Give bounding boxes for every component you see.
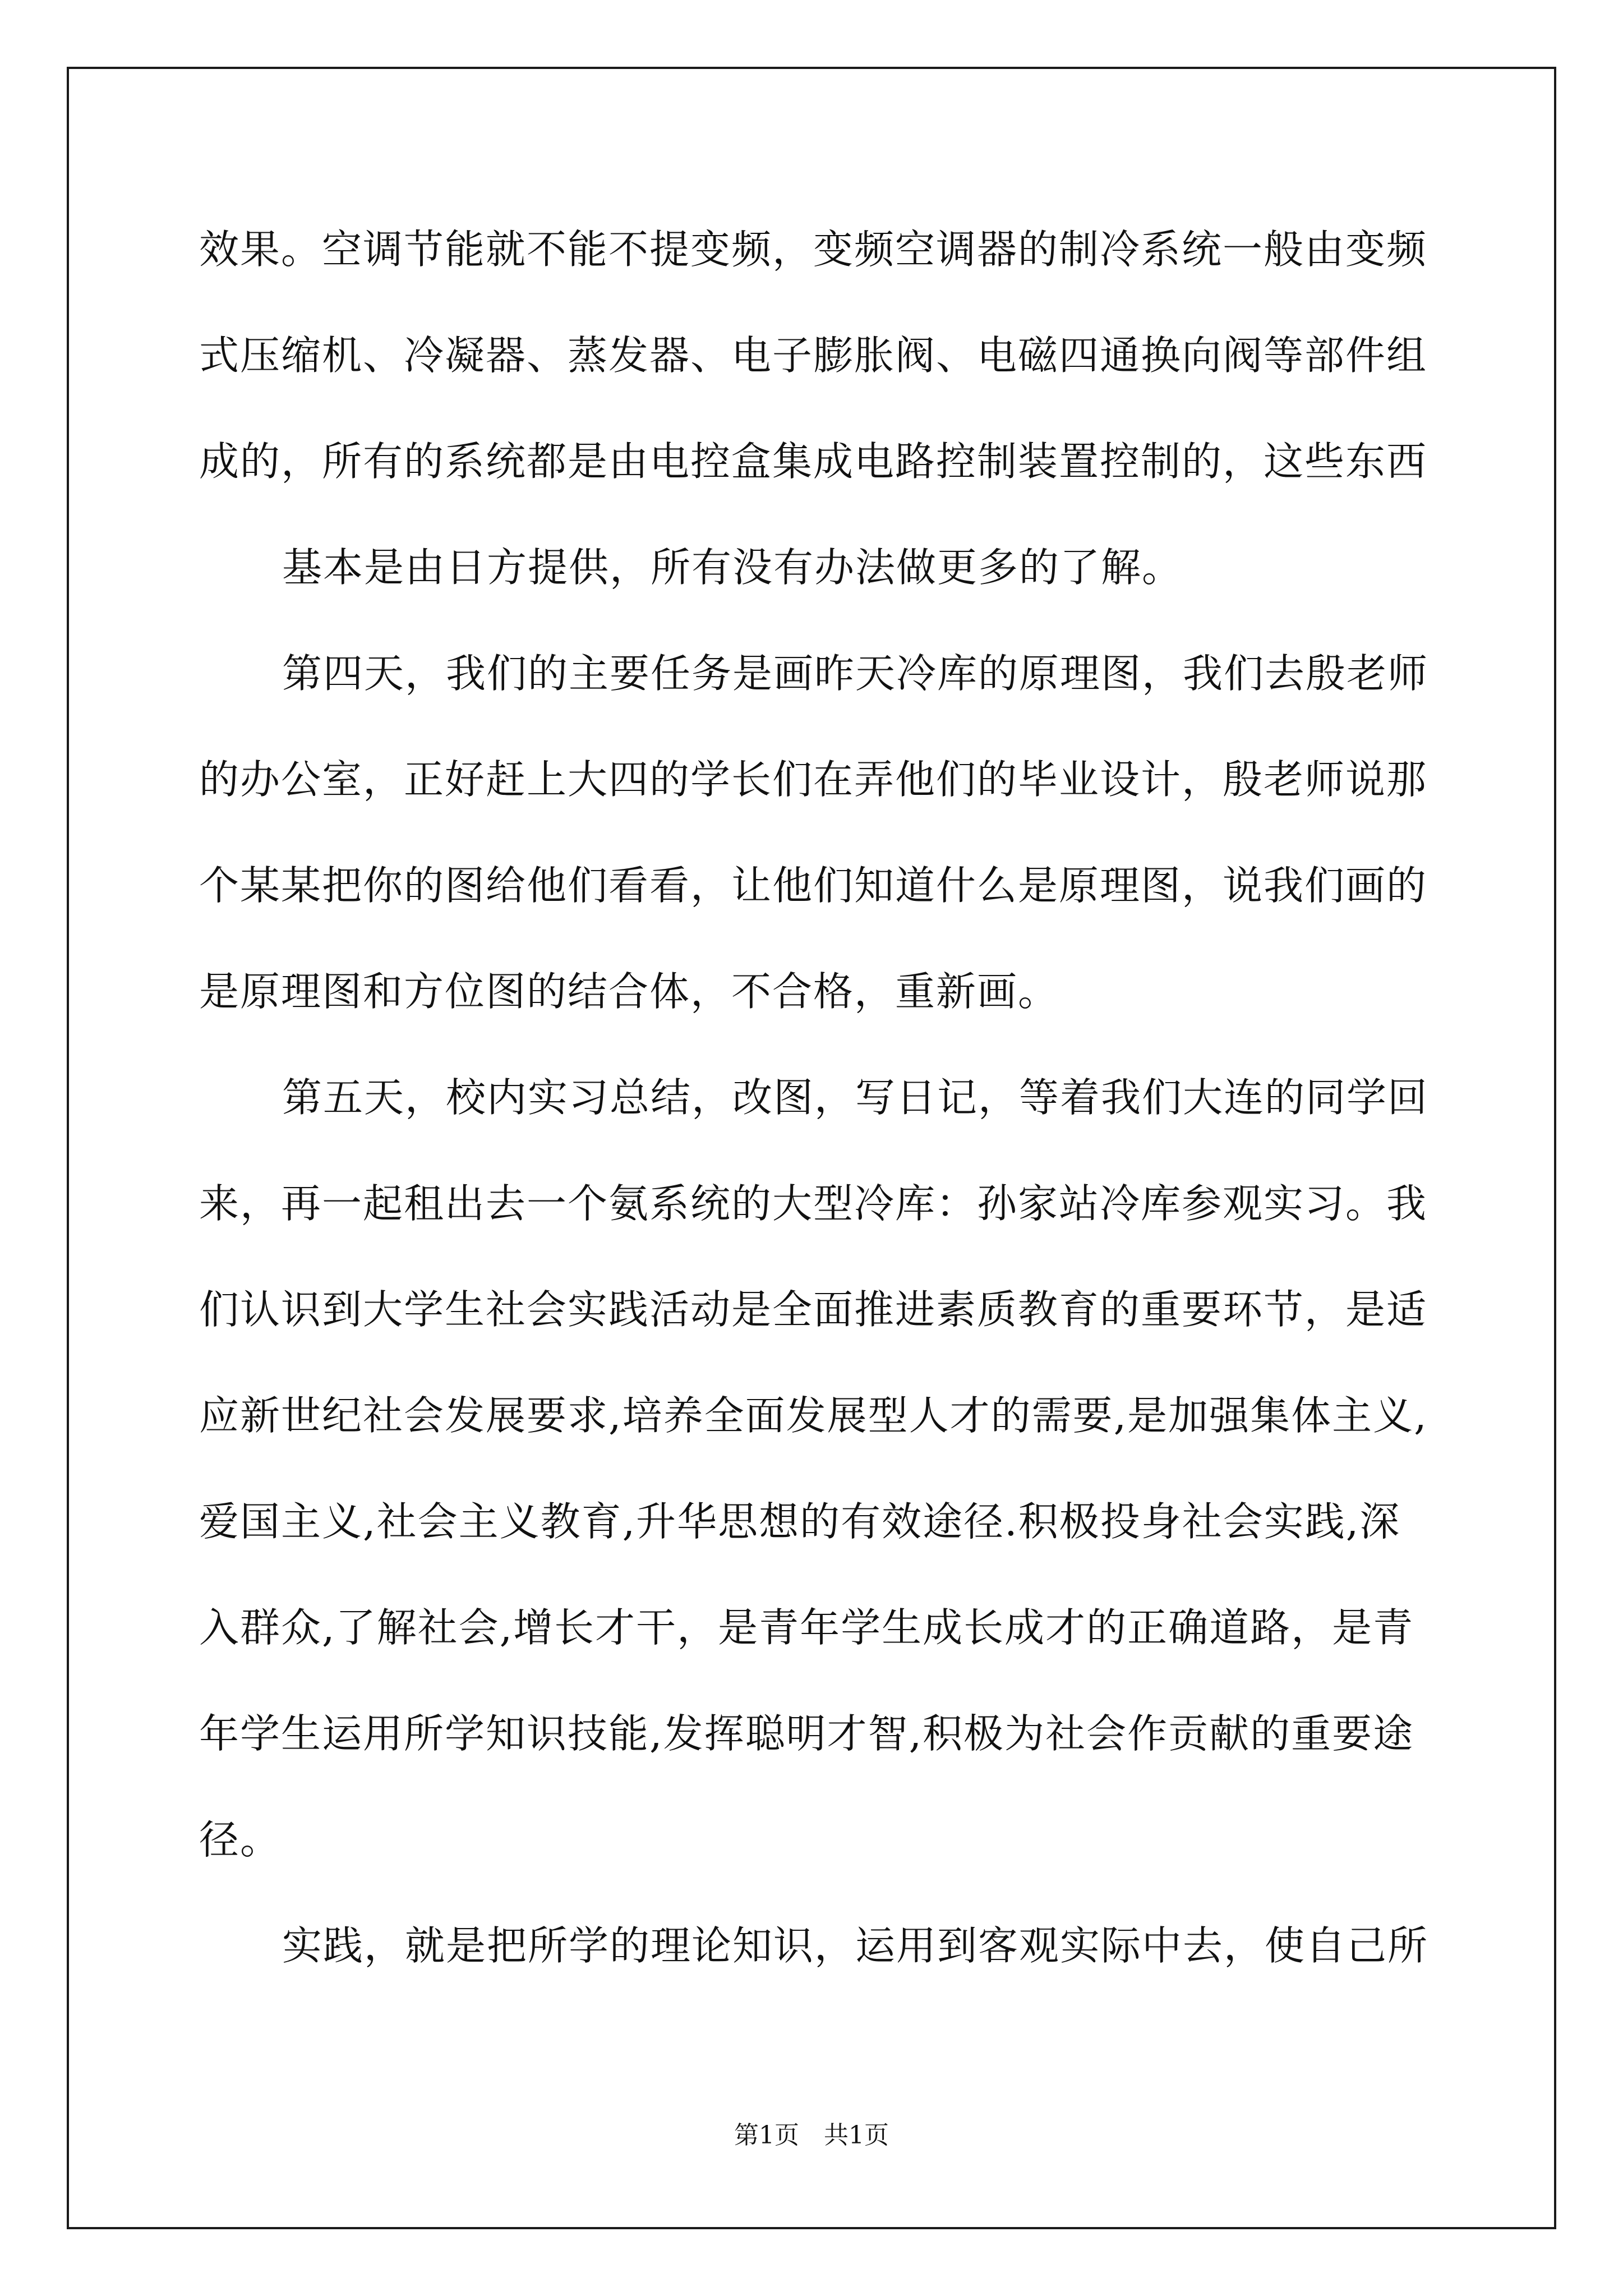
text-line: 基本是由日方提供，所有没有办法做更多的了解。	[282, 544, 1183, 591]
text-line: 径。	[199, 1816, 282, 1863]
text-line: 入群众,了解社会,增长才干，是青年学生成长成才的正确道路，是青	[199, 1604, 1414, 1651]
text-line: 第四天，我们的主要任务是画昨天冷库的原理图，我们去殷老师	[282, 650, 1429, 697]
text-line: 的办公室，正好赶上大四的学长们在弄他们的毕业设计，殷老师说那	[199, 756, 1428, 803]
document-body	[199, 210, 1427, 2013]
text-line: 实践，就是把所学的理论知识，运用到客观实际中去，使自己所	[282, 1922, 1429, 1969]
text-line: 第五天，校内实习总结，改图，写日记，等着我们大连的同学回	[282, 1074, 1429, 1121]
text-line: 个某某把你的图给他们看看，让他们知道什么是原理图，说我们画的	[199, 862, 1428, 909]
text-line: 爱国主义,社会主义教育,升华思想的有效途径.积极投身社会实践,深	[199, 1498, 1401, 1545]
text-line: 们认识到大学生社会实践活动是全面推进素质教育的重要环节，是适	[199, 1286, 1428, 1333]
text-line: 是原理图和方位图的结合体，不合格，重新画。	[199, 968, 1059, 1015]
text-line: 式压缩机、冷凝器、蒸发器、电子膨胀阀、电磁四通换向阀等部件组	[199, 332, 1428, 379]
page-number-footer: 第1页 共1页	[734, 2121, 889, 2150]
text-line: 来，再一起租出去一个氨系统的大型冷库：孙家站冷库参观实习。我	[199, 1180, 1428, 1227]
text-line: 年学生运用所学知识技能,发挥聪明才智,积极为社会作贡献的重要途	[199, 1710, 1414, 1757]
text-line: 效果。空调节能就不能不提变频，变频空调器的制冷系统一般由变频	[199, 226, 1428, 273]
text-line: 成的，所有的系统都是由电控盒集成电路控制装置控制的，这些东西	[199, 438, 1428, 485]
text-line: 应新世纪社会发展要求,培养全面发展型人才的需要,是加强集体主义,	[199, 1392, 1428, 1439]
